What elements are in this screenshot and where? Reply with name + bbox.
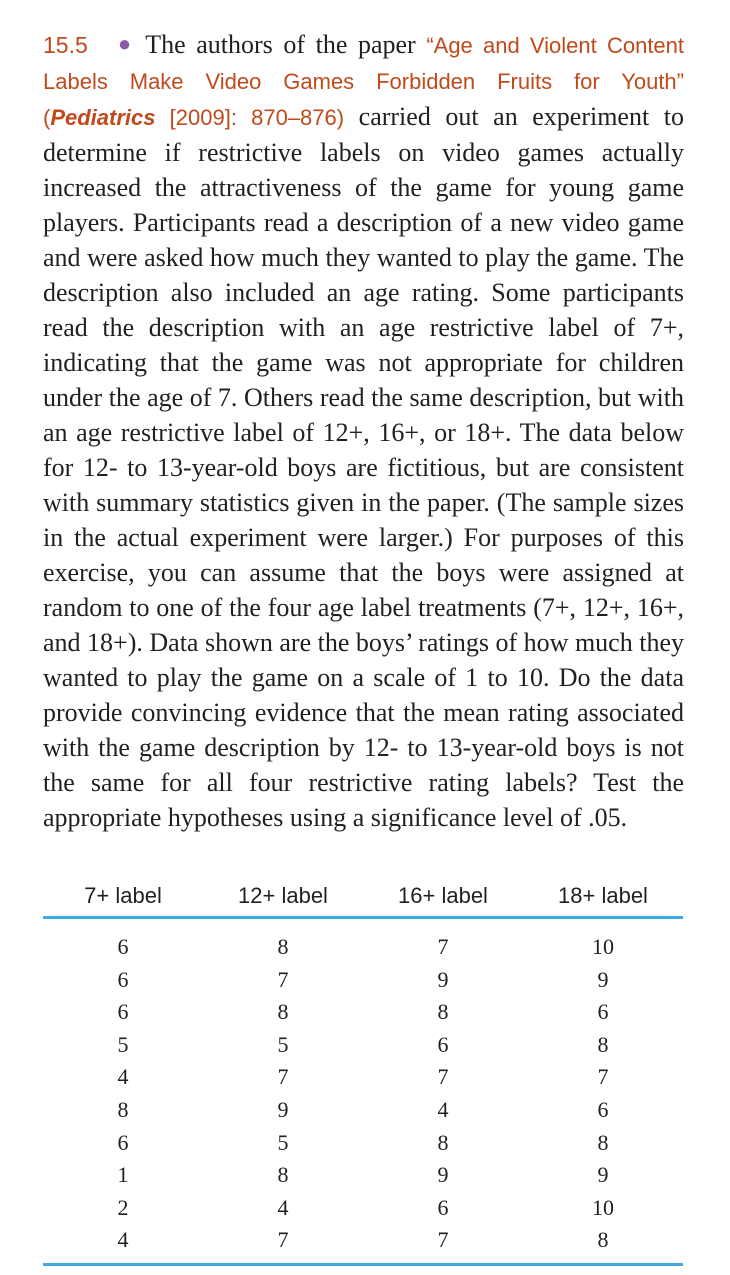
table-cell: 8 [597, 1031, 609, 1057]
table-cell: 5 [117, 1031, 129, 1057]
ratings-table [43, 878, 683, 1266]
table-cell: 8 [437, 999, 449, 1025]
exercise-paragraph [43, 26, 684, 835]
table-cell: 6 [117, 1129, 129, 1155]
table-column [363, 931, 523, 1257]
table-cell: 1 [117, 1162, 129, 1188]
table-cell: 7 [437, 1064, 449, 1090]
table-cell: 10 [592, 1194, 614, 1220]
table-cell: 4 [437, 1096, 449, 1122]
header-12-label: 12+ label [238, 883, 328, 908]
table-cell: 7 [597, 1064, 609, 1090]
table-cell: 4 [117, 1227, 129, 1253]
table-cell: 6 [437, 1194, 449, 1220]
table-cell: 6 [437, 1031, 449, 1057]
table-cell: 7 [437, 934, 449, 959]
table-column [523, 931, 683, 1257]
table-cell: 7 [277, 1064, 289, 1090]
table-cell: 8 [597, 1227, 609, 1253]
table-cell: 7 [277, 966, 289, 992]
table-cell: 6 [117, 966, 129, 992]
table-column [203, 931, 363, 1257]
table-cell: 8 [277, 999, 289, 1025]
paper-title: “Age and Violent Content Labels Make Video Games Forbidden Fruits for Youth” [43, 33, 685, 94]
table-cell: 9 [437, 1162, 449, 1188]
paper-citation: “Age and Violent Content Labels Make Video Games Forbidden Fruits for Youth” (Pediatrics [2009]: 870–876) [43, 33, 685, 130]
header-7-label: 7+ label [84, 883, 162, 908]
table-cell: 6 [117, 999, 129, 1025]
header-18-label: 18+ label [558, 883, 648, 908]
table-cell: 6 [597, 999, 609, 1025]
table-body [43, 919, 683, 1266]
table-cell: 6 [597, 1096, 609, 1122]
table-cell: 4 [117, 1064, 129, 1090]
table-cell: 2 [117, 1194, 129, 1220]
table-cell: 7 [277, 1227, 289, 1253]
exercise-body: carried out an experiment to determine if restrictive labels on video games actually increased the attractiveness of the game for young game players. Participants read a description of a new video game and were asked how much they wanted to play the game. The description also included an age rating. Some participants read the description with an age restrictive label of 7+, indicating that the game was not appropriate for children under the age of 7. Others read the same description, but with an age restrictive label of 12+, 16+, or 18+. The data below for 12- to 13-year-old boys are fictitious, but are consistent with summary statistics given in the paper. (The sample sizes in the actual experiment were larger.) For purposes of this exercise, you can assume that the boys were assigned at random to one of the four age label treatments (7+, 12+, 16+, and 18+). Data shown are the boys’ ratings of how much they wanted to play the game on a scale of 1 to 10. Do the data provide convincing evidence that the mean rating associated with the game description by 12- to 13-year-old boys is not the same for all four restrictive rating labels? Test the appropriate hypotheses using a significance level of .05. [43, 102, 684, 832]
intro-text: The authors of the paper [145, 30, 416, 59]
table-cell: 8 [597, 1129, 609, 1155]
journal-name: Pediatrics [50, 105, 156, 130]
table-column [43, 931, 203, 1257]
table-cell: 10 [592, 934, 614, 959]
journal-reference: [2009]: 870–876) [169, 105, 345, 130]
table-header [43, 878, 683, 919]
table-cell: 8 [277, 1162, 289, 1188]
table-cell: 8 [117, 1096, 129, 1122]
table-cell: 4 [277, 1194, 289, 1220]
exercise-number: 15.5 [43, 32, 88, 58]
table-cell: 5 [277, 1031, 289, 1057]
table-cell: 7 [437, 1227, 449, 1253]
table-cell: 8 [277, 934, 289, 959]
bullet-icon: ● [113, 31, 136, 56]
table-cell: 8 [437, 1129, 449, 1155]
header-16-label: 16+ label [398, 883, 488, 908]
table-cell: 9 [597, 966, 609, 992]
table-cell: 9 [277, 1096, 289, 1122]
table-cell: 9 [437, 966, 449, 992]
table-cell: 9 [597, 1162, 609, 1188]
table-cell: 6 [117, 934, 129, 959]
table-cell: 5 [277, 1129, 289, 1155]
